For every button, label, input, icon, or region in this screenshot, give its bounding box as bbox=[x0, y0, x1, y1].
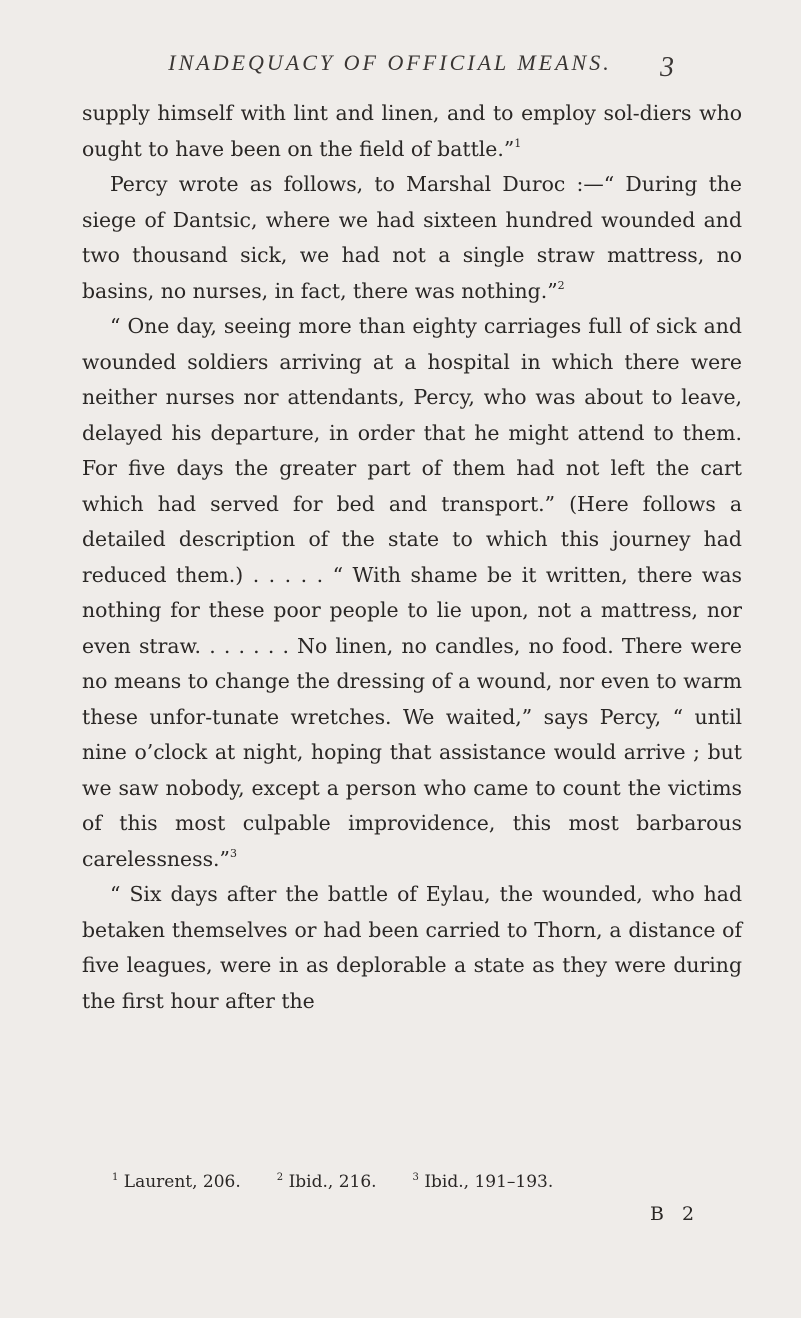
footnote bbox=[112, 1172, 241, 1192]
footnote-ref: 2 bbox=[557, 278, 565, 292]
footnote-mark: 2 bbox=[276, 1172, 284, 1183]
body-text bbox=[82, 96, 742, 1019]
footnote-mark: 1 bbox=[112, 1172, 119, 1183]
paragraph-text: “ Six days after the battle of Eylau, the wounded, who had betaken themselves or had been carried to Thorn, a distance of five leagues, were in as deplorable a state as they were during the first hour after the bbox=[82, 882, 742, 1013]
footnote-text: Ibid., 216. bbox=[288, 1172, 377, 1192]
footnote bbox=[413, 1172, 554, 1192]
footnote bbox=[277, 1172, 377, 1192]
footnote-ref: 1 bbox=[514, 136, 522, 150]
page-number: 3 bbox=[660, 52, 674, 83]
footnote-mark: 3 bbox=[412, 1172, 419, 1183]
running-head: INADEQUACY OF OFFICIAL MEANS. bbox=[168, 50, 612, 75]
paragraph-text: supply himself with lint and linen, and to employ sol-diers who ought to have been on the field of battle.” bbox=[82, 101, 742, 161]
footnote-ref: 3 bbox=[229, 846, 237, 860]
paragraph bbox=[82, 309, 742, 877]
paragraph-text: “ One day, seeing more than eighty carriages full of sick and wounded soldiers arriving at a hospital in which there were neither nurses nor attendants, Percy, who was about to leave, delayed his departure, in order that he might attend to them. For five days the greater part of them had not left the cart which had served for bed and transport.” (Here follows a detailed description of the state to which this journey had reduced them.) . . . . . “ With shame be it written, there was nothing for these poor people to lie upon, not a mattress, nor even straw. . . . . . . No linen, no candles, no food. There were no means to change the dressing of a wound, nor even to warm these unfor-tunate wretches. We waited,” says Percy, “ until nine o’clock at night, hoping that assistance would arrive ; but we saw nobody, except a person who came to count the victims of this most culpable improvidence, this most barbarous carelessness.” bbox=[82, 314, 742, 871]
footnote-text: Laurent, 206. bbox=[123, 1172, 241, 1192]
footnotes bbox=[82, 1172, 772, 1192]
footnote-text: Ibid., 191–193. bbox=[424, 1172, 554, 1192]
paragraph-text: Percy wrote as follows, to Marshal Duroc :—“ During the siege of Dantsic, where we had sixteen hundred wounded and two thousand sick, we had not a single straw mattress, no basins, no nurses, in fact, there was nothing.” bbox=[82, 172, 742, 303]
paragraph bbox=[82, 96, 742, 167]
paragraph bbox=[82, 167, 742, 309]
signature-mark: B 2 bbox=[650, 1203, 701, 1225]
paragraph bbox=[82, 877, 742, 1019]
